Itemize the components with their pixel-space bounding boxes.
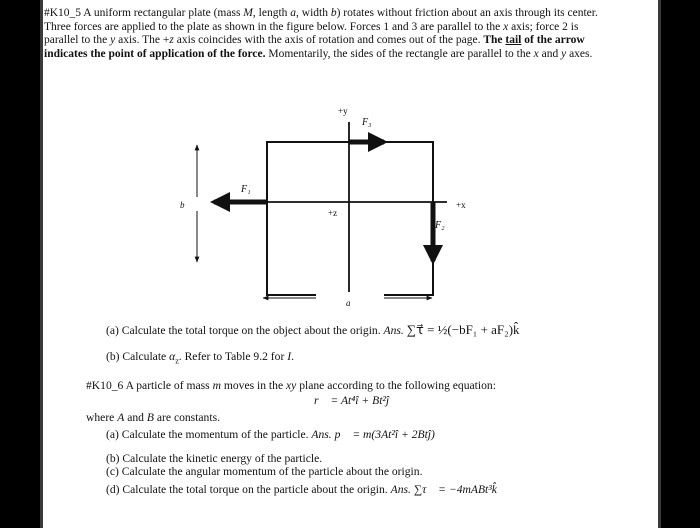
- problem-k10-6-intro: #K10_6 A particle of mass m moves in the xy plane according to the following equation:: [86, 379, 496, 392]
- problem-id: #K10_5: [44, 7, 82, 19]
- answer-torque-particle: ∑τ⃗ = −4mABt³k̂: [413, 483, 497, 496]
- position-equation: r⃗ = At⁴î + Bt²ĵ: [314, 394, 390, 407]
- part-a-k10-6: (a) Calculate the momentum of the particle. Ans. p⃗ = m(3At²î + 2Btĵ): [106, 428, 435, 441]
- label-plus-x: +x: [456, 200, 466, 210]
- width-b-gap: [192, 197, 202, 211]
- label-b: b: [180, 200, 185, 210]
- part-d-k10-6: (d) Calculate the total torque on the particle about the origin. Ans. ∑τ⃗ = −4mABt³k̂: [106, 483, 497, 496]
- part-b-k10-6: (b) Calculate the kinetic energy of the particle.: [106, 452, 323, 465]
- constants-note: where A and B are constants.: [86, 411, 220, 424]
- part-b-k10-5: (b) Calculate $\alpha_z$. Refer to Table 9.2 for I.: [106, 350, 294, 366]
- answer-torque: ∑τ⃗ = ½(−bF₁ + aF₂)k̂: [406, 322, 520, 337]
- part-c-k10-6: (c) Calculate the angular momentum of the particle about the origin.: [106, 465, 423, 478]
- plate-rectangle: [267, 142, 433, 295]
- label-f2: F₂: [435, 220, 445, 231]
- problem-k10-5-text: #K10_5 A uniform rectangular plate (mass M, length a, width b) rotates without friction about an axis through its center. Three forces are applied to the plate as shown in the figure below. Forces 1 and 3 are parallel to the x axis; force 2 is parallel to the y axis. The +z axis coincides with the axis of rotation and comes out of the page. The tail of the arrow indicates the point of application of the force. Momentarily, the sides of the rectangle are parallel to the x and y axes.: [44, 7, 598, 60]
- label-f3: F₃: [362, 117, 372, 128]
- answer-momentum: p⃗ = m(3At²î + 2Btĵ): [334, 428, 435, 441]
- label-f1: F₁: [241, 184, 251, 195]
- label-a: a: [346, 298, 351, 308]
- label-plus-z: +z: [328, 208, 338, 218]
- part-a-k10-5: (a) Calculate the total torque on the object about the origin. Ans. ∑τ⃗ = ½(−bF₁ + aF₂)k̂: [106, 322, 520, 337]
- label-plus-y: +y: [338, 106, 348, 116]
